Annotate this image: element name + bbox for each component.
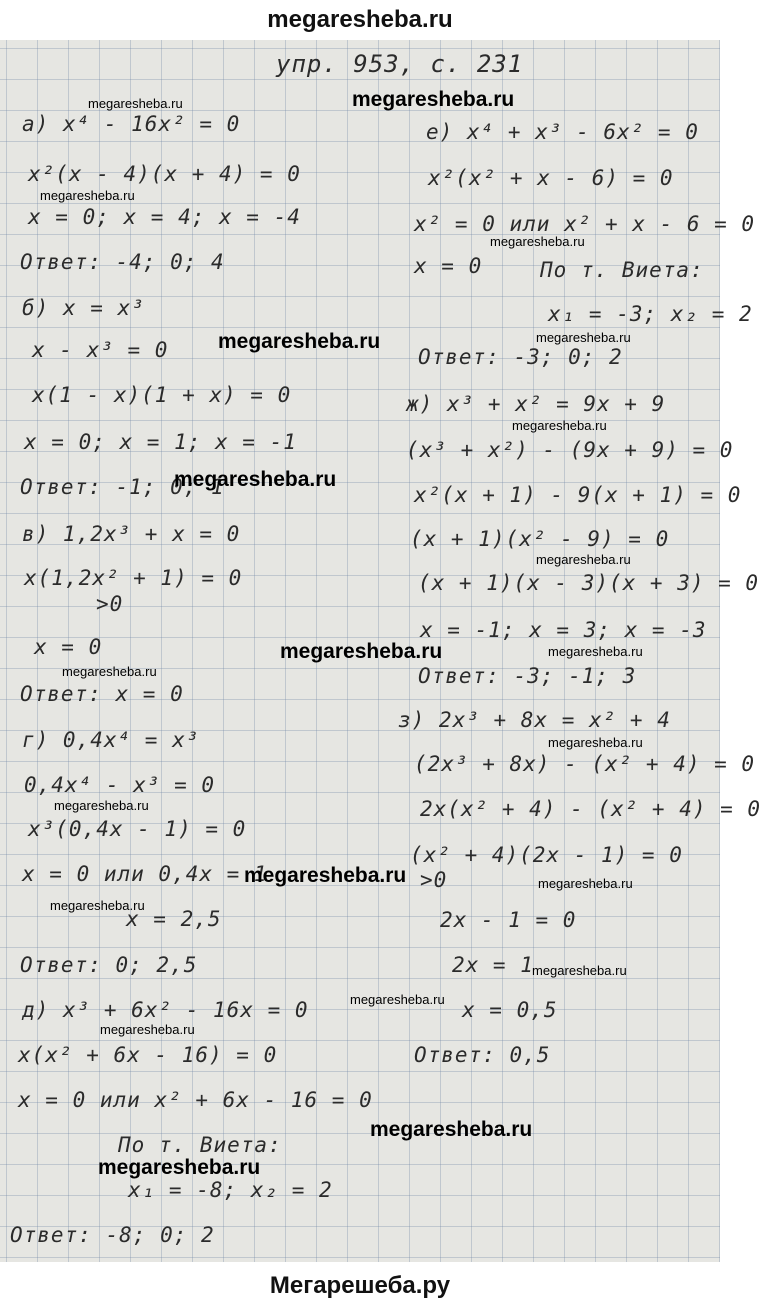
watermark: megaresheba.ru: [350, 992, 445, 1007]
line-z8: x = 0,5: [462, 998, 558, 1022]
line-d2: x(x² + 6x - 16) = 0: [18, 1043, 278, 1067]
watermark: megaresheba.ru: [174, 468, 337, 491]
line-g6: Ответ: 0; 2,5: [20, 953, 198, 977]
line-e4: x = 0: [414, 254, 483, 278]
line-d6: Ответ: -8; 0; 2: [10, 1223, 215, 1247]
line-z6: 2x - 1 = 0: [440, 908, 577, 932]
watermark: megaresheba.ru: [100, 1022, 195, 1037]
line-zh7: Ответ: -3; -1; 3: [418, 664, 637, 688]
line-a2: x²(x - 4)(x + 4) = 0: [28, 162, 301, 186]
watermark: megaresheba.ru: [62, 664, 157, 679]
exercise-title: упр. 953, с. 231: [276, 50, 524, 78]
watermark: megaresheba.ru: [512, 418, 607, 433]
line-v4: x = 0: [34, 635, 103, 659]
line-d4: По т. Виета:: [118, 1133, 282, 1157]
line-e6: x₁ = -3; x₂ = 2: [548, 302, 753, 326]
line-g4: x = 0 или 0,4x = 1: [22, 862, 268, 886]
site-header: megaresheba.ru: [267, 6, 453, 33]
watermark: megaresheba.ru: [40, 188, 135, 203]
line-v3: >0: [96, 592, 124, 616]
line-e1: е) x⁴ + x³ - 6x² = 0: [426, 120, 699, 144]
line-zh5: (x + 1)(x - 3)(x + 3) = 0: [418, 571, 760, 595]
line-d3: x = 0 или x² + 6x - 16 = 0: [18, 1088, 373, 1112]
watermark: megaresheba.ru: [218, 330, 381, 353]
line-b3: x(1 - x)(1 + x) = 0: [32, 383, 292, 407]
line-b4: x = 0; x = 1; x = -1: [24, 430, 297, 454]
line-z1: з) 2x³ + 8x = x² + 4: [398, 708, 671, 732]
line-v5: Ответ: x = 0: [20, 682, 184, 706]
line-zh2: (x³ + x²) - (9x + 9) = 0: [406, 438, 734, 462]
line-b1: б) x = x³: [22, 296, 145, 320]
watermark: megaresheba.ru: [490, 234, 585, 249]
line-z4: (x² + 4)(2x - 1) = 0: [410, 843, 683, 867]
line-e2: x²(x² + x - 6) = 0: [428, 166, 674, 190]
line-a1: а) x⁴ - 16x² = 0: [22, 112, 241, 136]
watermark: megaresheba.ru: [352, 88, 515, 111]
watermark: megaresheba.ru: [280, 640, 443, 663]
line-zh6: x = -1; x = 3; x = -3: [420, 618, 707, 642]
watermark: megaresheba.ru: [548, 735, 643, 750]
watermark: megaresheba.ru: [538, 876, 633, 891]
watermark: megaresheba.ru: [536, 552, 631, 567]
line-z9: Ответ: 0,5: [414, 1043, 551, 1067]
line-z5: >0: [420, 868, 448, 892]
line-b2: x - x³ = 0: [32, 338, 169, 362]
line-v1: в) 1,2x³ + x = 0: [22, 522, 241, 546]
line-g2: 0,4x⁴ - x³ = 0: [24, 773, 216, 797]
line-g1: г) 0,4x⁴ = x³: [22, 728, 200, 752]
line-z2: (2x³ + 8x) - (x² + 4) = 0: [414, 752, 756, 776]
line-d5: x₁ = -8; x₂ = 2: [128, 1178, 333, 1202]
line-z3: 2x(x² + 4) - (x² + 4) = 0: [420, 797, 761, 821]
line-zh1: ж) x³ + x² = 9x + 9: [406, 392, 666, 416]
watermark: megaresheba.ru: [88, 96, 183, 111]
watermark: megaresheba.ru: [532, 963, 627, 978]
notebook-page: [0, 40, 761, 1262]
watermark: megaresheba.ru: [54, 798, 149, 813]
watermark: megaresheba.ru: [50, 898, 145, 913]
line-g3: x³(0,4x - 1) = 0: [28, 817, 247, 841]
line-e7: Ответ: -3; 0; 2: [418, 345, 623, 369]
line-g5: x = 2,5: [126, 907, 222, 931]
watermark: megaresheba.ru: [98, 1156, 261, 1179]
line-a4: Ответ: -4; 0; 4: [20, 250, 225, 274]
line-e3: x² = 0 или x² + x - 6 = 0: [414, 212, 756, 236]
watermark: megaresheba.ru: [370, 1118, 533, 1141]
line-e5: По т. Виета:: [540, 258, 704, 282]
line-zh4: (x + 1)(x² - 9) = 0: [410, 527, 670, 551]
site-footer: Мегарешеба.ру: [269, 1272, 451, 1299]
line-z7: 2x = 1: [452, 953, 534, 977]
line-zh3: x²(x + 1) - 9(x + 1) = 0: [414, 483, 742, 507]
watermark: megaresheba.ru: [536, 330, 631, 345]
line-a3: x = 0; x = 4; x = -4: [28, 205, 301, 229]
line-b5: Ответ: -1; 0; 1: [20, 475, 225, 499]
line-v2: x(1,2x² + 1) = 0: [24, 566, 243, 590]
line-d1: д) x³ + 6x² - 16x = 0: [22, 998, 309, 1022]
watermark: megaresheba.ru: [244, 864, 407, 887]
watermark: megaresheba.ru: [548, 644, 643, 659]
